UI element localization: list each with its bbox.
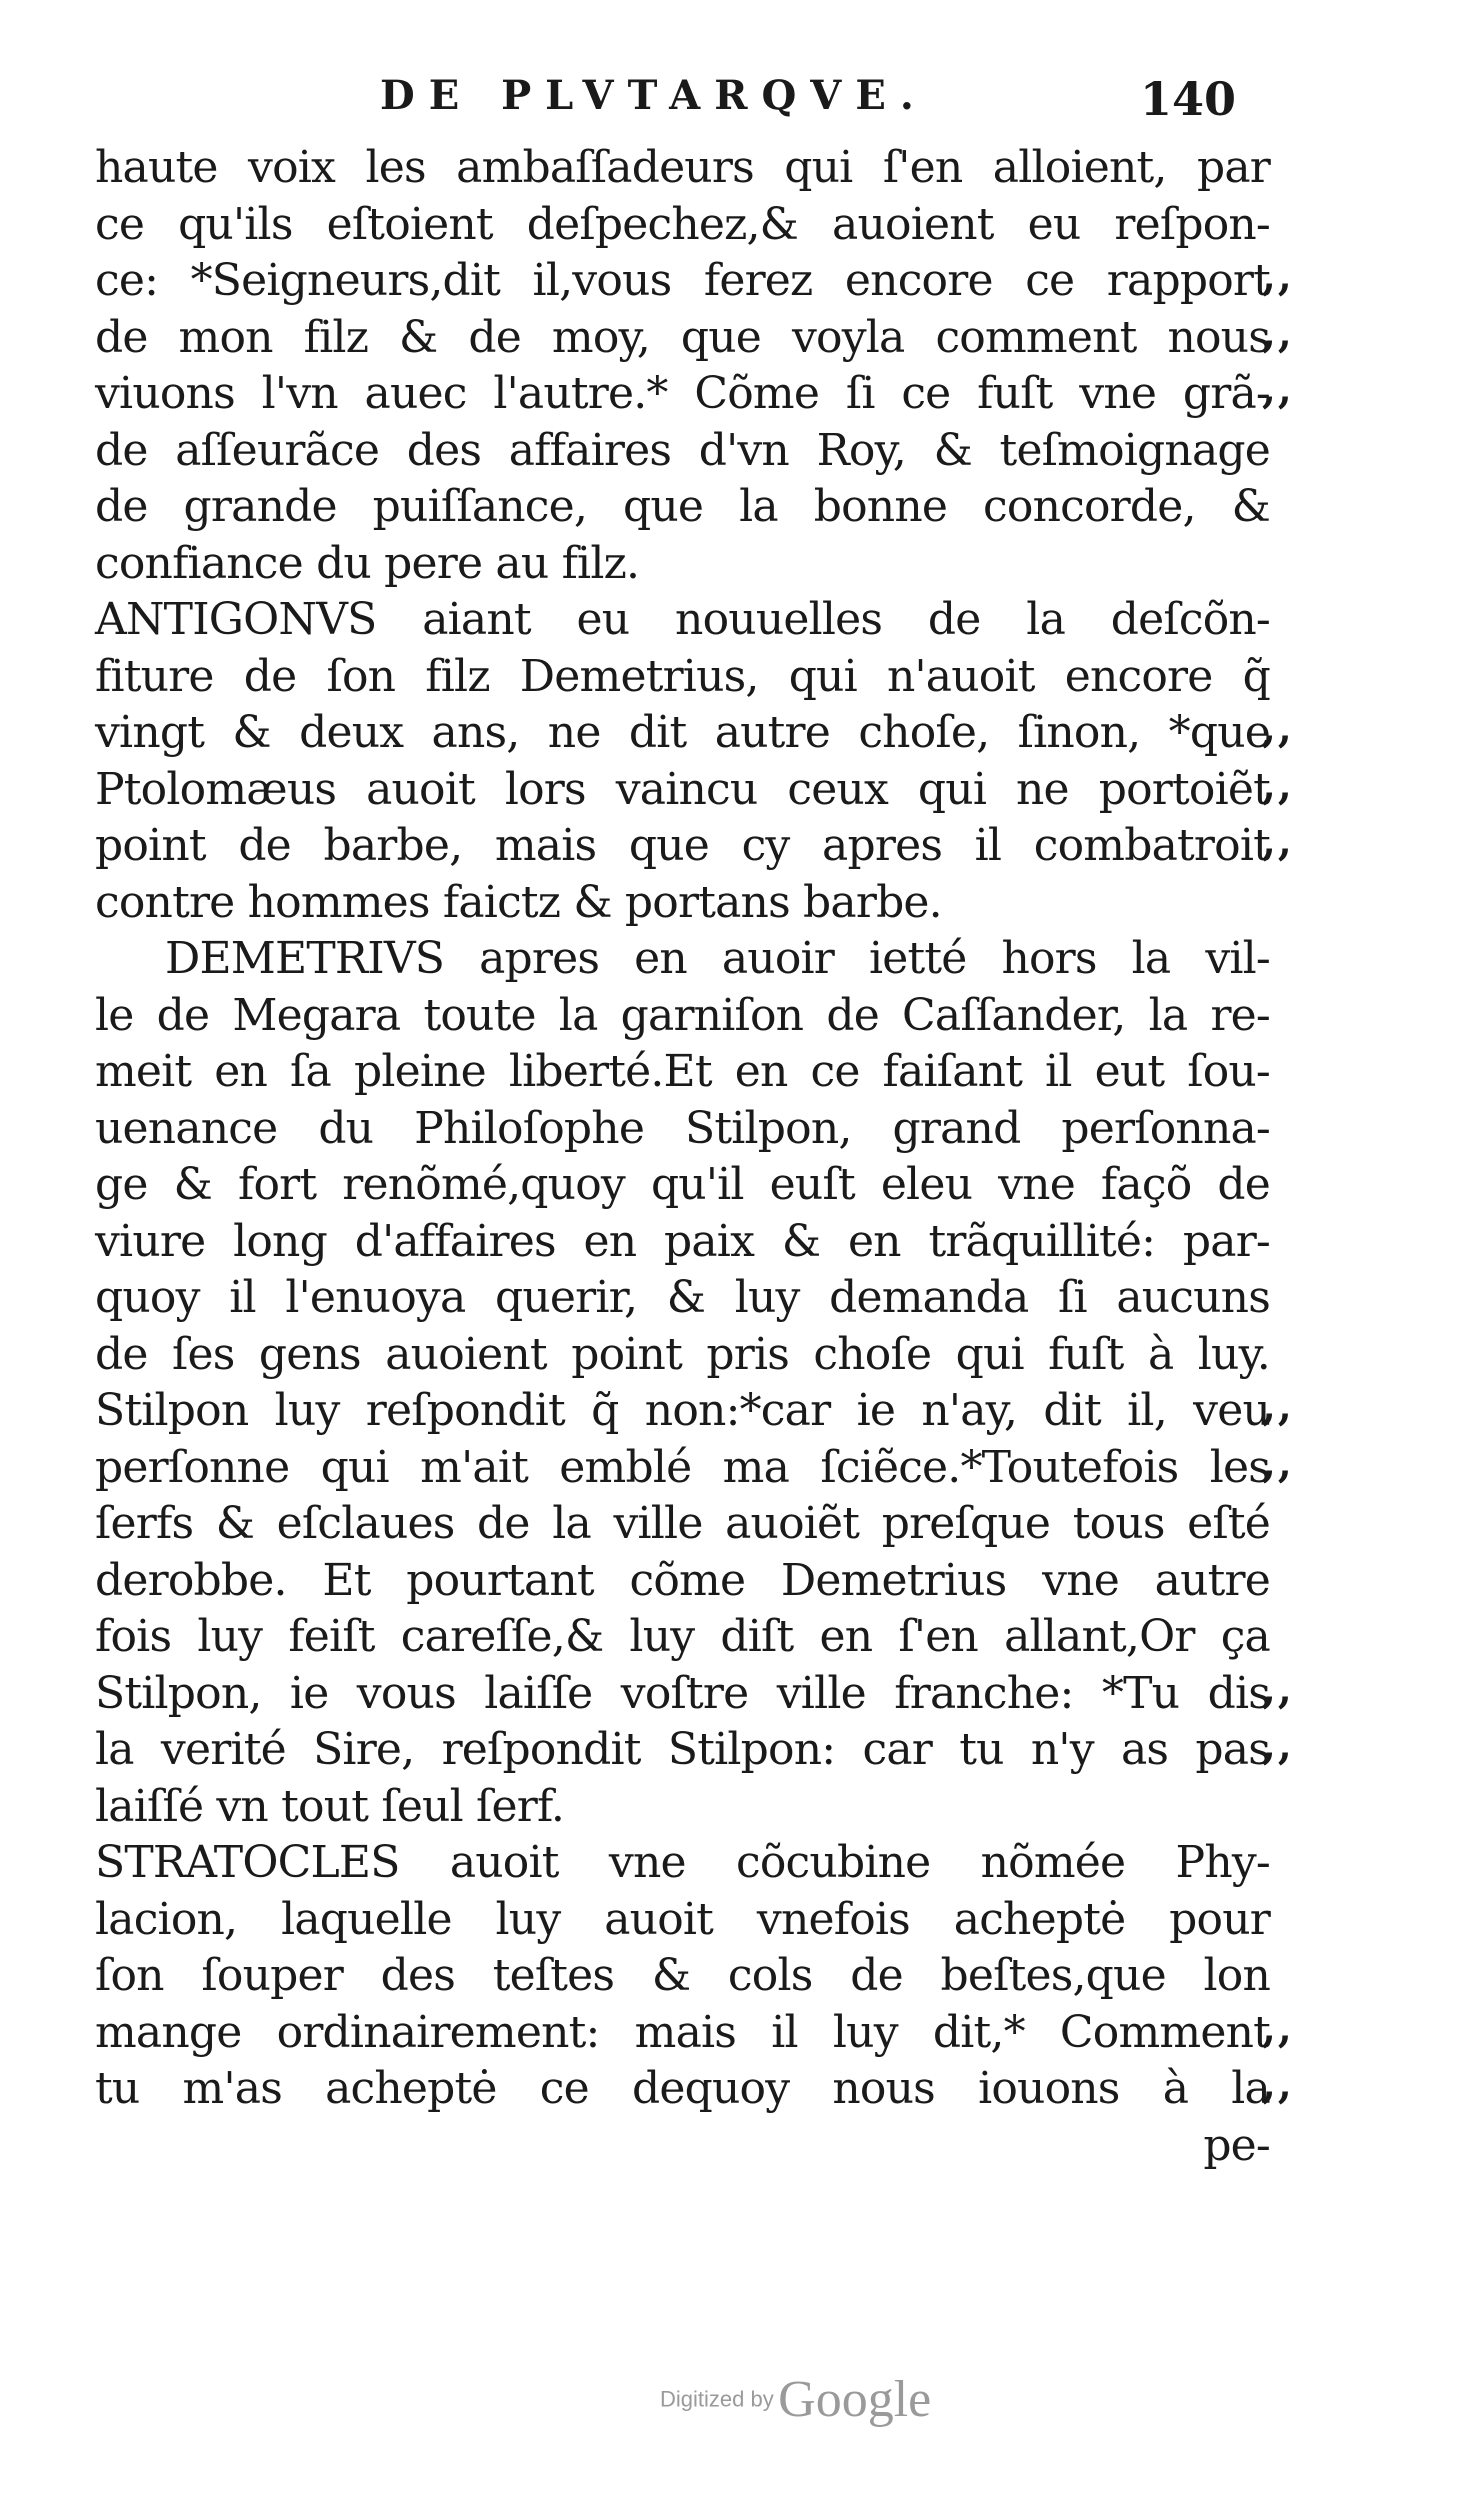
quote-mark: ,, [1262, 2061, 1294, 2108]
text-line: de ſes gens auoient point pris choſe qui fuſt à luy. [95, 1328, 1270, 1380]
digitized-watermark [660, 2370, 931, 2429]
text-line: tu m'as acheptė ce dequoy nous iouons à la [95, 2063, 1270, 2114]
text-line: quoy il l'enuoya querir, & luy demanda ſi aucuns [95, 1272, 1270, 1323]
text-line: haute voix les ambaſſadeurs qui ſ'en alloient, par [95, 142, 1270, 193]
text-line: de aſſeurãce des affaires d'vn Roy, & teſmoignage [95, 424, 1270, 476]
text-line: DEMETRIVS apres en auoir ietté hors la vil- [165, 933, 1270, 984]
text-line: ce qu'ils eſtoient deſpechez,& auoient eu reſpon- [95, 198, 1270, 250]
quote-mark: ,, [1262, 762, 1294, 809]
text-line: Ptolomæus auoit lors vaincu ceux qui ne portoiẽt [95, 763, 1270, 815]
quote-mark: ,, [1262, 1383, 1294, 1430]
text-line: ge & fort renõmé,quoy qu'il euſt eleu vne façõ de [95, 1159, 1270, 1210]
text-line: mange ordinairement: mais il luy dit,* Comment [95, 2006, 1270, 2058]
catchword: pe- [1203, 2119, 1270, 2171]
text-line: ſon ſouper des teſtes & cols de beſtes,que lon [95, 1950, 1270, 2001]
text-line: fiture de ſon filz Demetrius, qui n'auoit encore q̃ [95, 650, 1270, 702]
text-line: la verité Sire, reſpondit Stilpon: car tu n'y as pas [95, 1724, 1270, 1775]
quote-mark: ,, [1262, 1666, 1294, 1713]
text-line: Stilpon, ie vous laiſſe voſtre ville franche: *Tu dis [95, 1667, 1270, 1719]
text-line: viure long d'affaires en paix & en trãquillité: par- [95, 1215, 1270, 1267]
running-title: DE PLVTARQVE. [380, 72, 928, 119]
text-line: viuons l'vn auec l'autre.* Cõme ſi ce fuſt vne grã- [95, 368, 1270, 419]
watermark-prefix: Digitized by [660, 2386, 774, 2412]
body-text [95, 140, 1270, 2174]
text-line: derobbe. Et pourtant cõme Demetrius vne autre [95, 1554, 1270, 1606]
text-line: perſonne qui m'ait emblé ma ſciẽce.*Toutefois les [95, 1441, 1270, 1493]
quote-mark: ,, [1262, 1722, 1294, 1769]
quote-mark: ,, [1262, 2005, 1294, 2052]
text-line: Stilpon luy reſpondit q̃ non:*car ie n'ay, dit il, veu [95, 1385, 1270, 1436]
quote-mark: ,, [1262, 310, 1294, 357]
text-line: STRATOCLES auoit vne cõcubine nõmée Phy- [95, 1837, 1270, 1888]
text-line: lacion, laquelle luy auoit vnefois acheptė pour [95, 1893, 1270, 1945]
quote-mark: ,, [1262, 366, 1294, 413]
quote-mark: ,, [1262, 253, 1294, 300]
text-line: ſerfs & eſclaues de la ville auoiẽt preſque tous eſté [95, 1498, 1270, 1549]
text-line: le de Megara toute la garniſon de Caſſander, la re- [95, 989, 1270, 1041]
text-line: laiſſé vn tout ſeul ſerf. [95, 1780, 565, 1832]
quote-mark: ,, [1262, 1440, 1294, 1487]
text-line: uenance du Philoſophe Stilpon, grand perſonna- [95, 1102, 1270, 1154]
page-number: 140 [1140, 72, 1237, 126]
google-logo: Google [778, 2371, 932, 2428]
text-line: vingt & deux ans, ne dit autre choſe, ſinon, *que [95, 707, 1270, 758]
text-line: fois luy feiſt careſſe,& luy diſt en ſ'en allant,Or ça [95, 1611, 1270, 1662]
text-line: ANTIGONVS aiant eu nouuelles de la deſcõn- [95, 594, 1270, 645]
text-line: meit en ſa pleine liberté.Et en ce faiſant il eut ſou- [95, 1046, 1270, 1097]
text-line: point de barbe, mais que cy apres il combatroit [95, 820, 1270, 871]
text-line: confiance du pere au filz. [95, 537, 640, 589]
quote-mark: ,, [1262, 705, 1294, 752]
text-line: ce: *Seigneurs,dit il,vous ferez encore ce rapport [95, 255, 1270, 306]
text-line: de grande puiſſance, que la bonne concorde, & [95, 481, 1270, 532]
quote-mark: ,, [1262, 818, 1294, 865]
text-line: de mon filz & de moy, que voyla comment nous [95, 311, 1270, 363]
text-line: contre hommes faictz & portans barbe. [95, 876, 942, 928]
